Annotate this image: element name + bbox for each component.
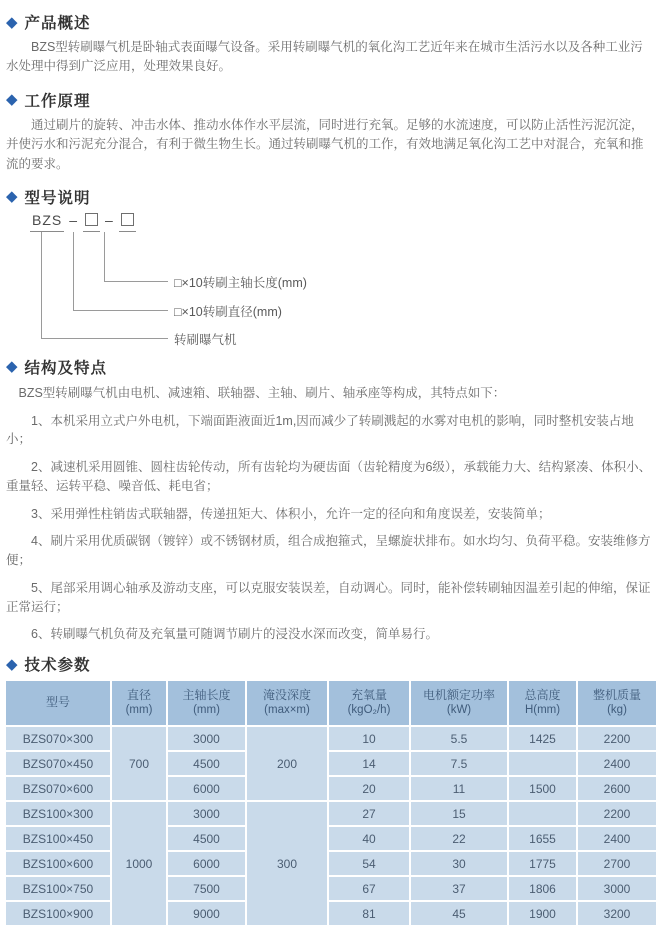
connector-line [104, 232, 105, 281]
spec-cell: 1500 [509, 777, 576, 800]
spec-model-cell: BZS070×450 [6, 752, 110, 775]
spec-cell: 27 [329, 802, 409, 825]
spec-col-header-4: 充氧量 (kgO₂/h) [329, 681, 409, 725]
spec-cell: 4500 [168, 752, 245, 775]
spec-col-header-0: 型号 [6, 681, 110, 725]
spec-cell: 5.5 [411, 727, 507, 750]
spec-model-cell: BZS070×300 [6, 727, 110, 750]
spec-model-cell: BZS100×900 [6, 902, 110, 925]
model-dash: – [105, 211, 114, 228]
spec-row [6, 877, 656, 900]
section-heading-overview [6, 11, 654, 33]
model-code-diagram [6, 212, 654, 348]
spec-cell: 3000 [168, 727, 245, 750]
connector-line [73, 310, 168, 311]
diamond-bullet-icon: ◆ [6, 91, 18, 109]
spec-cell: 10 [329, 727, 409, 750]
section-title-model: 型号说明 [24, 189, 91, 207]
spec-cell: 6000 [168, 852, 245, 875]
spec-model-cell: BZS100×300 [6, 802, 110, 825]
spec-table-head [6, 681, 656, 725]
spec-cell: 4500 [168, 827, 245, 850]
spec-cell [509, 752, 576, 775]
section-title-overview: 产品概述 [24, 15, 91, 32]
spec-cell: 2200 [578, 802, 656, 825]
section-heading-model [6, 186, 654, 208]
spec-cell: 1806 [509, 877, 576, 900]
feature-item-2: 2、减速机采用圆锥、圆柱齿轮传动，所有齿轮均为硬齿面（齿轮精度为6级），承载能力大、结构紧凑、体积小、重量轻、运转平稳、噪音低、耗电省； [6, 460, 652, 493]
feature-item-3: 3、采用弹性柱销齿式联轴器，传递扭矩大、体积小，允许一定的径向和角度误差，安装简单； [31, 506, 551, 521]
spec-cell: 1000 [112, 802, 166, 925]
spec-cell: 11 [411, 777, 507, 800]
features-intro: BZS型转刷曝气机由电机、减速箱、联轴器、主轴、刷片、轴承座等构成，其特点如下： [18, 385, 506, 400]
section-heading-features [6, 356, 654, 378]
spec-cell: 700 [112, 727, 166, 800]
spec-col-header-5: 电机额定功率 (kW) [411, 681, 507, 725]
spec-cell: 1900 [509, 902, 576, 925]
spec-cell: 9000 [168, 902, 245, 925]
diamond-bullet-icon: ◆ [6, 358, 18, 376]
connector-line [104, 281, 168, 282]
spec-cell: 1425 [509, 727, 576, 750]
model-box-wrap [119, 212, 136, 232]
spec-cell: 1655 [509, 827, 576, 850]
model-dash: – [69, 211, 79, 228]
spec-cell: 81 [329, 902, 409, 925]
section-title-features: 结构及特点 [24, 359, 108, 377]
feature-item-1: 1、本机采用立式户外电机，下端面距液面近1m,因而减少了转刷溅起的水雾对电机的影响，同时整机安装占地小； [6, 413, 634, 447]
spec-row [6, 802, 656, 825]
spec-cell: 3200 [578, 902, 656, 925]
principle-paragraph: 通过刷片的旋转、冲击水体、推动水体作水平层流，同时进行充氧。足够的水流速度，可以防止活性污泥沉淀，并使污水和污泥充分混合，有利于微生物生长。通过转刷曝气机的工作，有效地满足氧化沟工艺中对混合，充氧和推流的要求。 [6, 117, 644, 171]
section-heading-principle [6, 89, 654, 111]
section-heading-specs [6, 653, 654, 675]
spec-row [6, 777, 656, 800]
spec-col-header-2: 主轴长度 (mm) [168, 681, 245, 725]
model-placeholder-box-icon [121, 213, 134, 226]
spec-cell: 3000 [578, 877, 656, 900]
overview-paragraph: BZS型转刷曝气机是卧轴式表面曝气设备。采用转刷曝气机的氧化沟工艺近年来在城市生活污水以及各种工业污水处理中得到广泛应用，处理效果良好。 [6, 40, 643, 74]
spec-row [6, 752, 656, 775]
spec-cell: 2600 [578, 777, 656, 800]
spec-row [6, 727, 656, 750]
model-code-row [30, 212, 136, 232]
spec-cell: 20 [329, 777, 409, 800]
spec-cell: 15 [411, 802, 507, 825]
spec-model-cell: BZS100×750 [6, 877, 110, 900]
spec-cell: 200 [247, 727, 327, 800]
spec-col-header-1: 直径 (mm) [112, 681, 166, 725]
model-box-wrap [83, 212, 100, 232]
model-prefix: BZS [30, 212, 64, 232]
spec-cell: 3000 [168, 802, 245, 825]
spec-cell: 6000 [168, 777, 245, 800]
spec-col-header-6: 总高度 H(mm) [509, 681, 576, 725]
spec-cell: 67 [329, 877, 409, 900]
feature-item-6: 6、转刷曝气机负荷及充氧量可随调节刷片的浸没水深而改变，简单易行。 [31, 627, 438, 642]
diamond-bullet-icon: ◆ [6, 13, 18, 31]
spec-cell: 2700 [578, 852, 656, 875]
spec-cell: 300 [247, 802, 327, 925]
spec-cell: 7.5 [411, 752, 507, 775]
spec-col-header-3: 淹没深度 (max×m) [247, 681, 327, 725]
section-title-specs: 技术参数 [24, 657, 91, 675]
model-placeholder-box-icon [85, 213, 98, 226]
section-title-principle: 工作原理 [24, 92, 91, 110]
spec-cell: 22 [411, 827, 507, 850]
spec-model-cell: BZS100×600 [6, 852, 110, 875]
spec-model-cell: BZS100×450 [6, 827, 110, 850]
spec-model-cell: BZS070×600 [6, 777, 110, 800]
spec-table [4, 679, 658, 927]
spec-header-row [6, 681, 656, 725]
diamond-bullet-icon: ◆ [6, 188, 18, 206]
feature-item-5: 5、尾部采用调心轴承及游动支座，可以克服安装误差，自动调心。同时，能补偿转刷轴因温差引起的伸缩，保证正常运行； [6, 580, 651, 614]
spec-cell: 1775 [509, 852, 576, 875]
spec-cell: 54 [329, 852, 409, 875]
connector-line [41, 232, 42, 338]
callout-shaft-length: □×10转刷主轴长度(mm) [174, 275, 307, 290]
spec-table-body [6, 727, 656, 925]
spec-cell: 30 [411, 852, 507, 875]
diamond-bullet-icon: ◆ [6, 655, 18, 673]
callout-machine-name: 转刷曝气机 [174, 332, 237, 347]
spec-cell: 40 [329, 827, 409, 850]
spec-row [6, 852, 656, 875]
spec-cell: 2400 [578, 752, 656, 775]
feature-item-4: 4、刷片采用优质碳钢（镀锌）或不锈钢材质，组合成抱箍式，呈螺旋状排布。如水均匀、负荷平稳。安装维修方便； [6, 534, 651, 568]
spec-cell: 7500 [168, 877, 245, 900]
spec-row [6, 827, 656, 850]
spec-cell: 14 [329, 752, 409, 775]
spec-row [6, 902, 656, 925]
callout-diameter: □×10转刷直径(mm) [174, 304, 282, 319]
spec-cell: 45 [411, 902, 507, 925]
connector-line [41, 338, 168, 339]
spec-cell [509, 802, 576, 825]
spec-cell: 2400 [578, 827, 656, 850]
connector-line [73, 232, 74, 310]
spec-cell: 37 [411, 877, 507, 900]
spec-cell: 2200 [578, 727, 656, 750]
spec-col-header-7: 整机质量 (kg) [578, 681, 656, 725]
